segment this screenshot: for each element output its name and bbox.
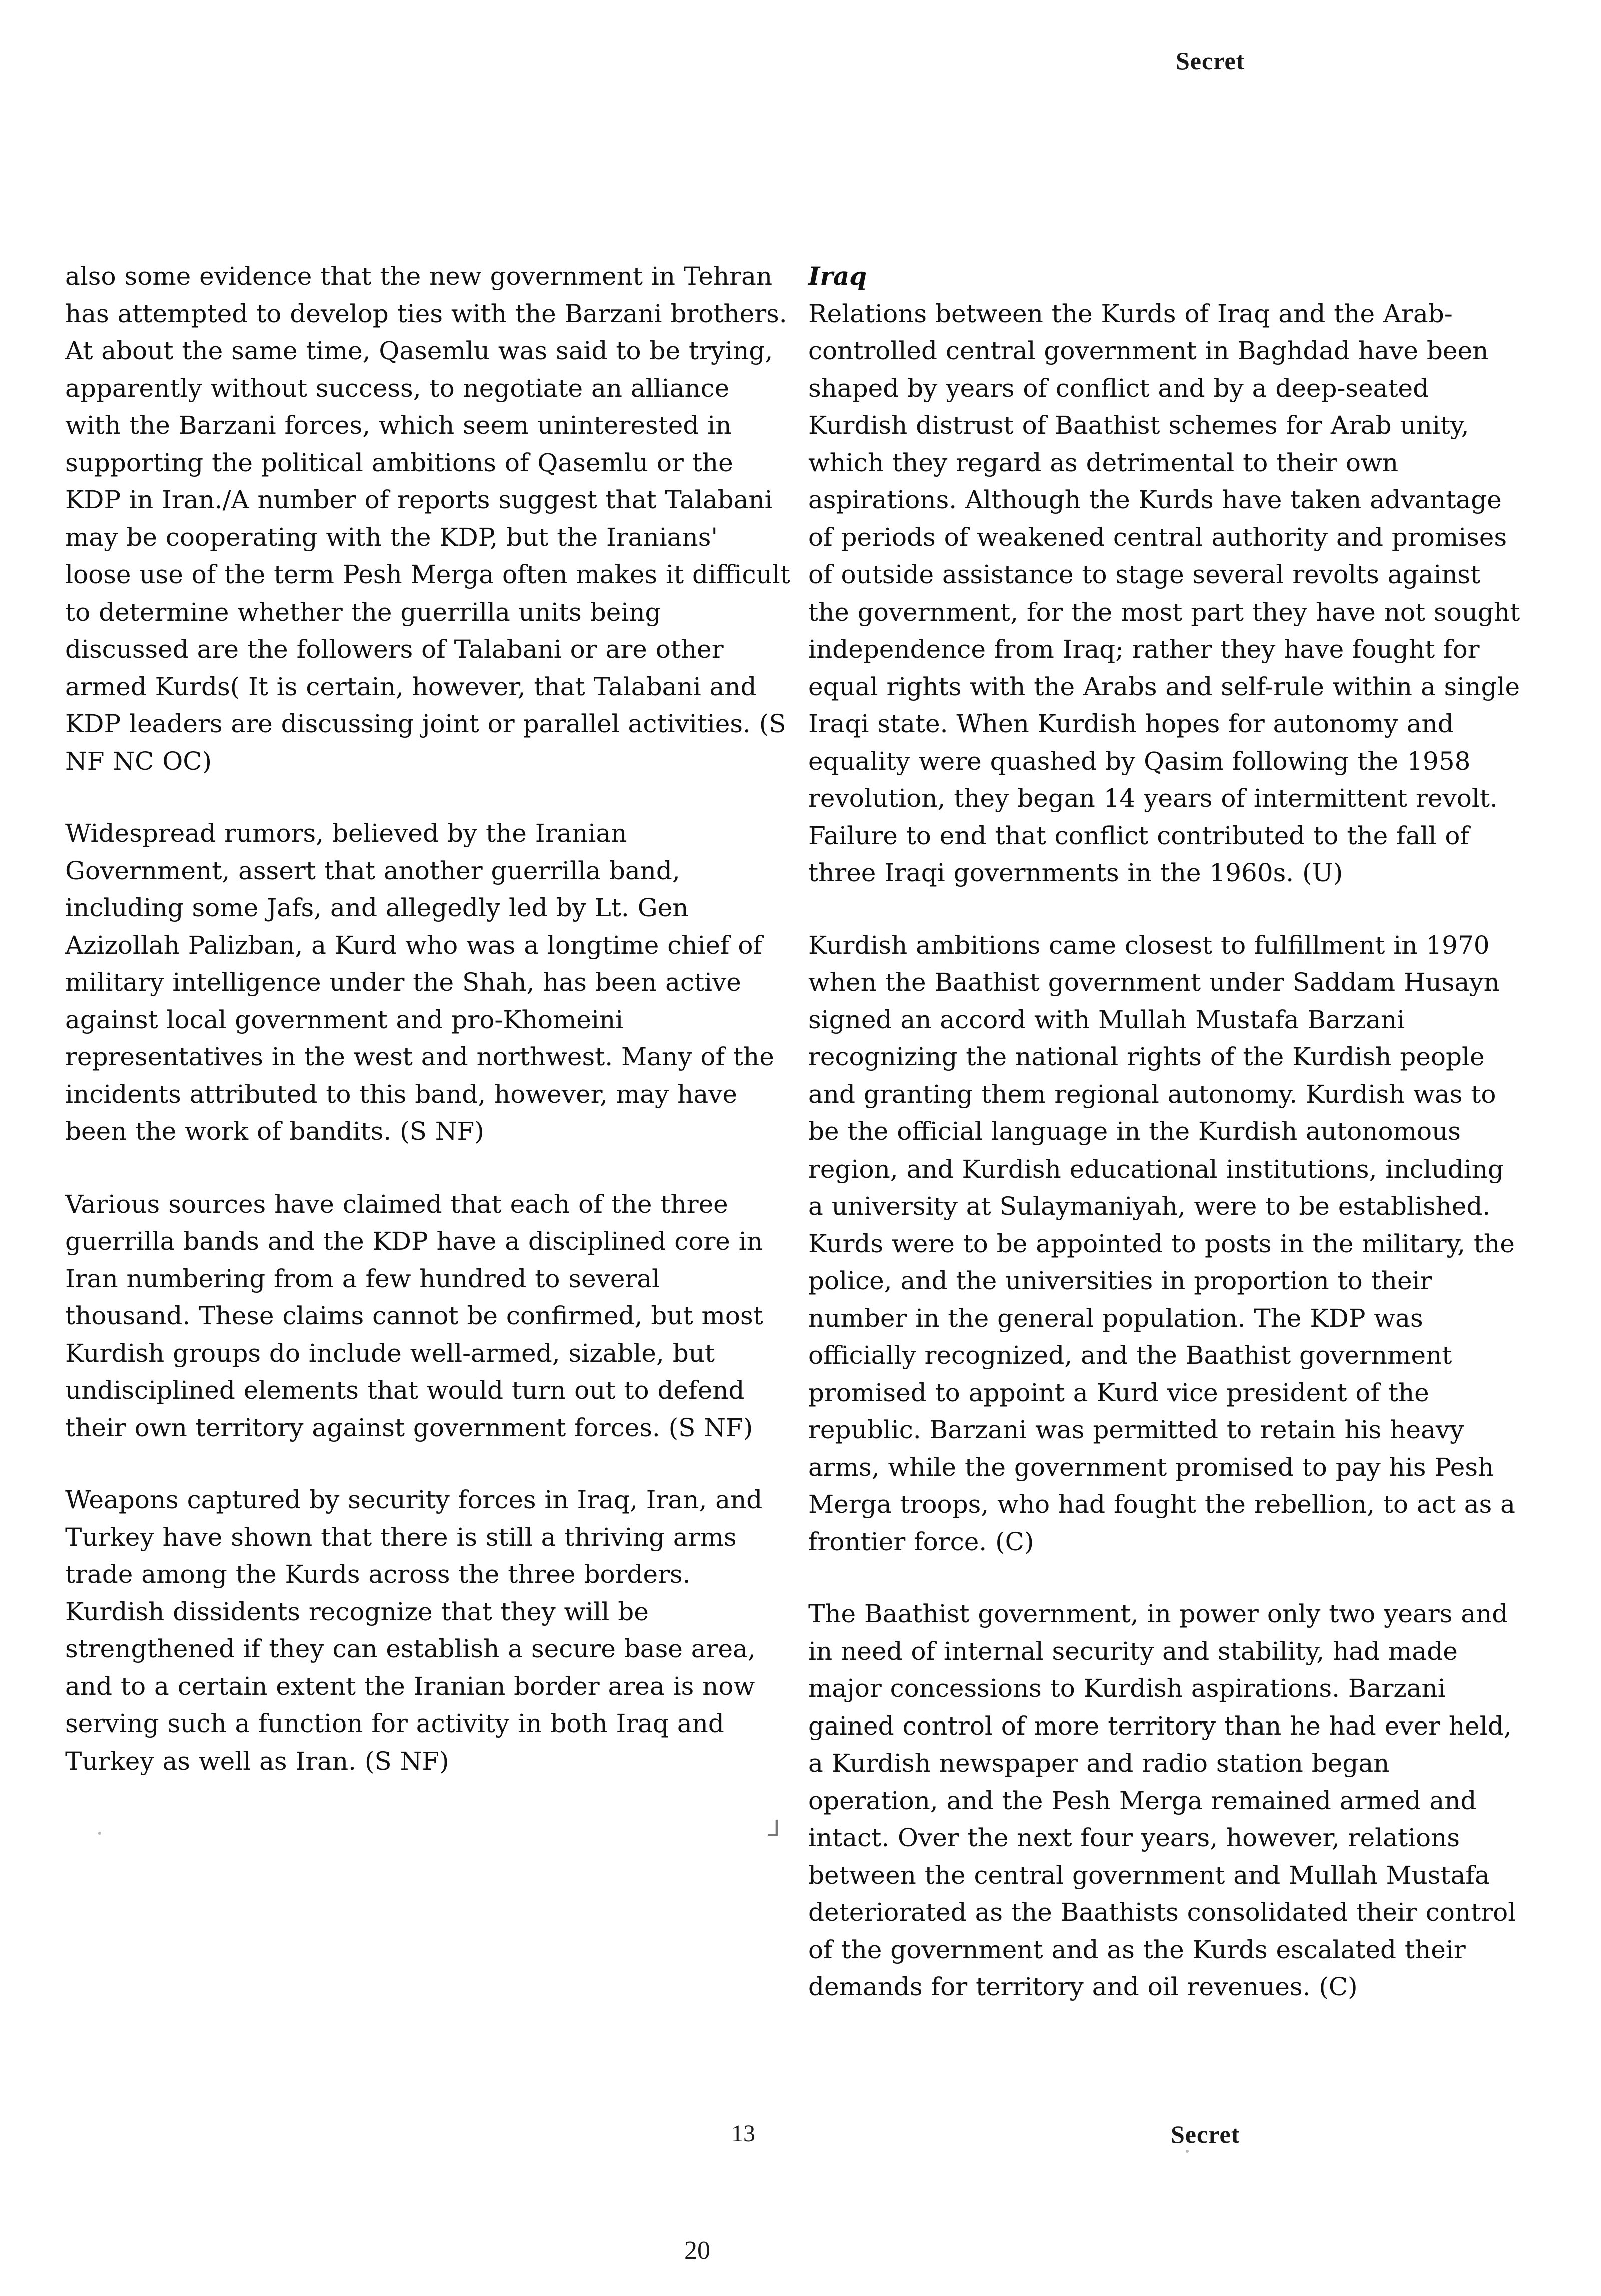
left-paragraph-2: Widespread rumors, believed by the Iranian Government, assert that another guerrilla band, including some Jafs, and allegedly led by Lt. Gen Azizollah Palizban, a Kurd who was a longtime chief of military intelligence under the Shah, has been active against local government and pro-Khomeini representatives in the west and northwest. Many of the incidents attributed to this band, however, may have been the work of bandits. (S NF) — [65, 819, 774, 1146]
margin-annotation-mark: ⅃ — [768, 1816, 780, 1841]
page-number: 13 — [731, 2120, 755, 2147]
right-paragraph-1: Relations between the Kurds of Iraq and the Arab-controlled central government in Baghdad have been shaped by years of conflict and by a deep-seated Kurdish distrust of Baathist schemes for Arab unity, which they regard as detrimental to their own aspirations. Although the Kurds have taken advantage of periods of weakened central authority and promises of outside assistance to stage several revolts against the government, for the most part they have not sought independence from Iraq; rather they have fought for equal rights with the Arabs and self-rule within a single Iraqi state. When Kurdish hopes for autonomy and equality were quashed by Qasim following the 1958 revolution, they began 14 years of intermittent revolt. Failure to end that conflict contributed to the fall of three Iraqi governments in the 1960s. (U) — [808, 299, 1520, 887]
right-paragraph-3: The Baathist government, in power only two years and in need of internal security and stability, had made major concessions to Kurdish aspirations. Barzani gained control of more territory than he had ever held, a Kurdish newspaper and radio station began operation, and the Pesh Merga remained armed and intact. Over the next four years, however, relations between the central government and Mullah Mustafa deteriorated as the Baathists consolidated their control of the government and as the Kurds escalated their demands for territory and oil revenues. (C) — [808, 1599, 1516, 2001]
scan-speck — [1186, 2150, 1189, 2153]
left-paragraph-4: Weapons captured by security forces in Iraq, Iran, and Turkey have shown that there is still a thriving arms trade among the Kurds across the three borders. Kurdish dissidents recognize that they will be strengthened if they can establish a secure base area, and to a certain extent the Iranian border area is now serving such a function for activity in both Iraq and Turkey as well as Iran. (S NF) — [65, 1485, 763, 1776]
left-paragraph-1: also some evidence that the new government in Tehran has attempted to develop ties with the Barzani brothers. At about the same time, Qasemlu was said to be trying, apparently without success, to negotiate an alliance with the Barzani forces, which seem uninterested in supporting the political ambitions of Qasemlu or the KDP in Iran./A number of reports suggest that Talabani may be cooperating with the KDP, but the Iranians' loose use of the term Pesh Merga often makes it difficult to determine whether the guerrilla units being discussed are the followers of Talabani or are other armed Kurds( It is certain, however, that Talabani and KDP leaders are discussing joint or parallel activities. (S NF NC OC) — [65, 262, 790, 776]
right-paragraph-2: Kurdish ambitions came closest to fulfillment in 1970 when the Baathist government under Saddam Husayn signed an accord with Mullah Mustafa Barzani recognizing the national rights of the Kurdish people and granting them regional autonomy. Kurdish was to be the official language in the Kurdish autonomous region, and Kurdish educational institutions, including a university at Sulaymaniyah, were to be established. Kurds were to be appointed to posts in the military, the police, and the universities in proportion to their number in the general population. The KDP was officially recognized, and the Baathist government promised to appoint a Kurd vice president of the republic. Barzani was permitted to retain his heavy arms, while the government promised to pay his Pesh Merga troops, who had fought the rebellion, to act as a frontier force. (C) — [808, 930, 1515, 1556]
left-text-column — [65, 258, 790, 1815]
footer-classification-marking: Secret — [1171, 2120, 1240, 2148]
sheet-number: 20 — [684, 2236, 710, 2265]
left-paragraph-3: Various sources have claimed that each of the three guerrilla bands and the KDP have a disciplined core in Iran numbering from a few hundred to several thousand. These claims cannot be confirmed, but most Kurdish groups do include well-armed, sizable, but undisciplined elements that would turn out to defend their own territory against government forces. (S NF) — [65, 1189, 763, 1442]
right-text-column — [808, 258, 1521, 2041]
header-classification-marking: Secret — [1176, 47, 1245, 75]
section-heading-iraq: Iraq — [808, 261, 867, 291]
scan-speck — [98, 1832, 101, 1835]
